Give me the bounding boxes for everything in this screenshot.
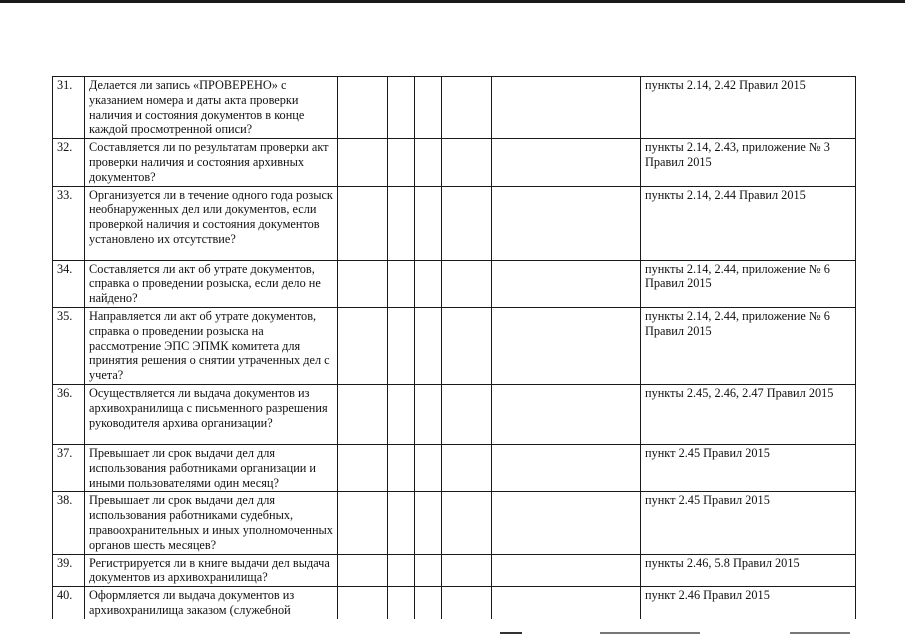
answer-yes-cell — [338, 587, 388, 619]
row-number: 40. — [53, 587, 85, 619]
reference-cell: пункты 2.46, 5.8 Правил 2015 — [641, 554, 856, 587]
table-row — [53, 307, 856, 384]
answer-na-cell — [415, 260, 442, 307]
checklist-table — [52, 76, 856, 619]
reference-cell: пункты 2.14, 2.43, приложение № 3 Правил 2015 — [641, 139, 856, 186]
comment-cell — [492, 77, 641, 139]
table-row — [53, 139, 856, 186]
reference-cell: пункты 2.14, 2.44 Правил 2015 — [641, 186, 856, 260]
comment-cell — [492, 260, 641, 307]
question-cell: Делается ли запись «ПРОВЕРЕНО» с указанием номера и даты акта проверки наличия и состояния документов в конце каждой просмотренной описи? — [85, 77, 338, 139]
answer-no-cell — [388, 139, 415, 186]
answer-no-cell — [388, 444, 415, 491]
comment-cell — [492, 492, 641, 554]
answer-na-cell — [415, 384, 442, 444]
reference-cell: пункт 2.45 Правил 2015 — [641, 444, 856, 491]
answer-partial-cell — [442, 77, 492, 139]
reference-cell: пункты 2.14, 2.42 Правил 2015 — [641, 77, 856, 139]
answer-yes-cell — [338, 186, 388, 260]
answer-yes-cell — [338, 554, 388, 587]
answer-na-cell — [415, 139, 442, 186]
answer-yes-cell — [338, 444, 388, 491]
answer-partial-cell — [442, 186, 492, 260]
table-row — [53, 186, 856, 260]
comment-cell — [492, 554, 641, 587]
comment-cell — [492, 186, 641, 260]
question-cell: Регистрируется ли в книге выдачи дел выдача документов из архивохранилища? — [85, 554, 338, 587]
answer-no-cell — [388, 492, 415, 554]
reference-cell: пункт 2.45 Правил 2015 — [641, 492, 856, 554]
question-cell: Организуется ли в течение одного года розыск необнаруженных дел или документов, если проверкой наличия и состояния документов установлено их отсутствие? — [85, 186, 338, 260]
answer-na-cell — [415, 492, 442, 554]
table-row — [53, 587, 856, 619]
comment-cell — [492, 139, 641, 186]
table-row — [53, 384, 856, 444]
answer-partial-cell — [442, 587, 492, 619]
answer-na-cell — [415, 77, 442, 139]
answer-na-cell — [415, 186, 442, 260]
row-number: 37. — [53, 444, 85, 491]
answer-partial-cell — [442, 554, 492, 587]
reference-cell: пункты 2.45, 2.46, 2.47 Правил 2015 — [641, 384, 856, 444]
row-number: 36. — [53, 384, 85, 444]
answer-no-cell — [388, 587, 415, 619]
reference-cell: пункт 2.46 Правил 2015 — [641, 587, 856, 619]
comment-cell — [492, 307, 641, 384]
table-row — [53, 444, 856, 491]
question-cell: Составляется ли по результатам проверки акт проверки наличия и состояния архивных документов? — [85, 139, 338, 186]
row-number: 31. — [53, 77, 85, 139]
answer-yes-cell — [338, 260, 388, 307]
question-cell: Осуществляется ли выдача документов из архивохранилища с письменного разрешения руководителя архива организации? — [85, 384, 338, 444]
answer-no-cell — [388, 260, 415, 307]
scan-mark — [790, 632, 850, 634]
answer-partial-cell — [442, 384, 492, 444]
row-number: 33. — [53, 186, 85, 260]
answer-na-cell — [415, 444, 442, 491]
comment-cell — [492, 444, 641, 491]
answer-no-cell — [388, 186, 415, 260]
answer-no-cell — [388, 307, 415, 384]
question-cell: Направляется ли акт об утрате документов, справка о проведении розыска на рассмотрение ЭПС ЭПМК комитета для принятия решения о снятии утраченных дел с учета? — [85, 307, 338, 384]
answer-yes-cell — [338, 139, 388, 186]
table-row — [53, 77, 856, 139]
row-number: 39. — [53, 554, 85, 587]
answer-na-cell — [415, 307, 442, 384]
row-number: 34. — [53, 260, 85, 307]
answer-partial-cell — [442, 139, 492, 186]
answer-no-cell — [388, 554, 415, 587]
row-number: 32. — [53, 139, 85, 186]
question-cell: Оформляется ли выдача документов из архивохранилища заказом (служебной — [85, 587, 338, 619]
answer-partial-cell — [442, 444, 492, 491]
reference-cell: пункты 2.14, 2.44, приложение № 6 Правил 2015 — [641, 260, 856, 307]
answer-partial-cell — [442, 260, 492, 307]
row-number: 35. — [53, 307, 85, 384]
top-border-rule — [0, 0, 905, 3]
answer-yes-cell — [338, 307, 388, 384]
answer-no-cell — [388, 77, 415, 139]
answer-yes-cell — [338, 77, 388, 139]
question-cell: Составляется ли акт об утрате документов, справка о проведении розыска, если дело не найдено? — [85, 260, 338, 307]
answer-na-cell — [415, 587, 442, 619]
reference-cell: пункты 2.14, 2.44, приложение № 6 Правил 2015 — [641, 307, 856, 384]
table-row — [53, 260, 856, 307]
table-row — [53, 554, 856, 587]
scan-mark — [500, 632, 522, 634]
answer-no-cell — [388, 384, 415, 444]
row-number: 38. — [53, 492, 85, 554]
scan-mark — [600, 632, 700, 634]
answer-partial-cell — [442, 492, 492, 554]
answer-na-cell — [415, 554, 442, 587]
comment-cell — [492, 384, 641, 444]
answer-yes-cell — [338, 384, 388, 444]
comment-cell — [492, 587, 641, 619]
question-cell: Превышает ли срок выдачи дел для использования работниками судебных, правоохранительных и иных уполномоченных органов шесть месяцев? — [85, 492, 338, 554]
question-cell: Превышает ли срок выдачи дел для использования работниками организации и иными пользователями один месяц? — [85, 444, 338, 491]
table-row — [53, 492, 856, 554]
answer-partial-cell — [442, 307, 492, 384]
answer-yes-cell — [338, 492, 388, 554]
